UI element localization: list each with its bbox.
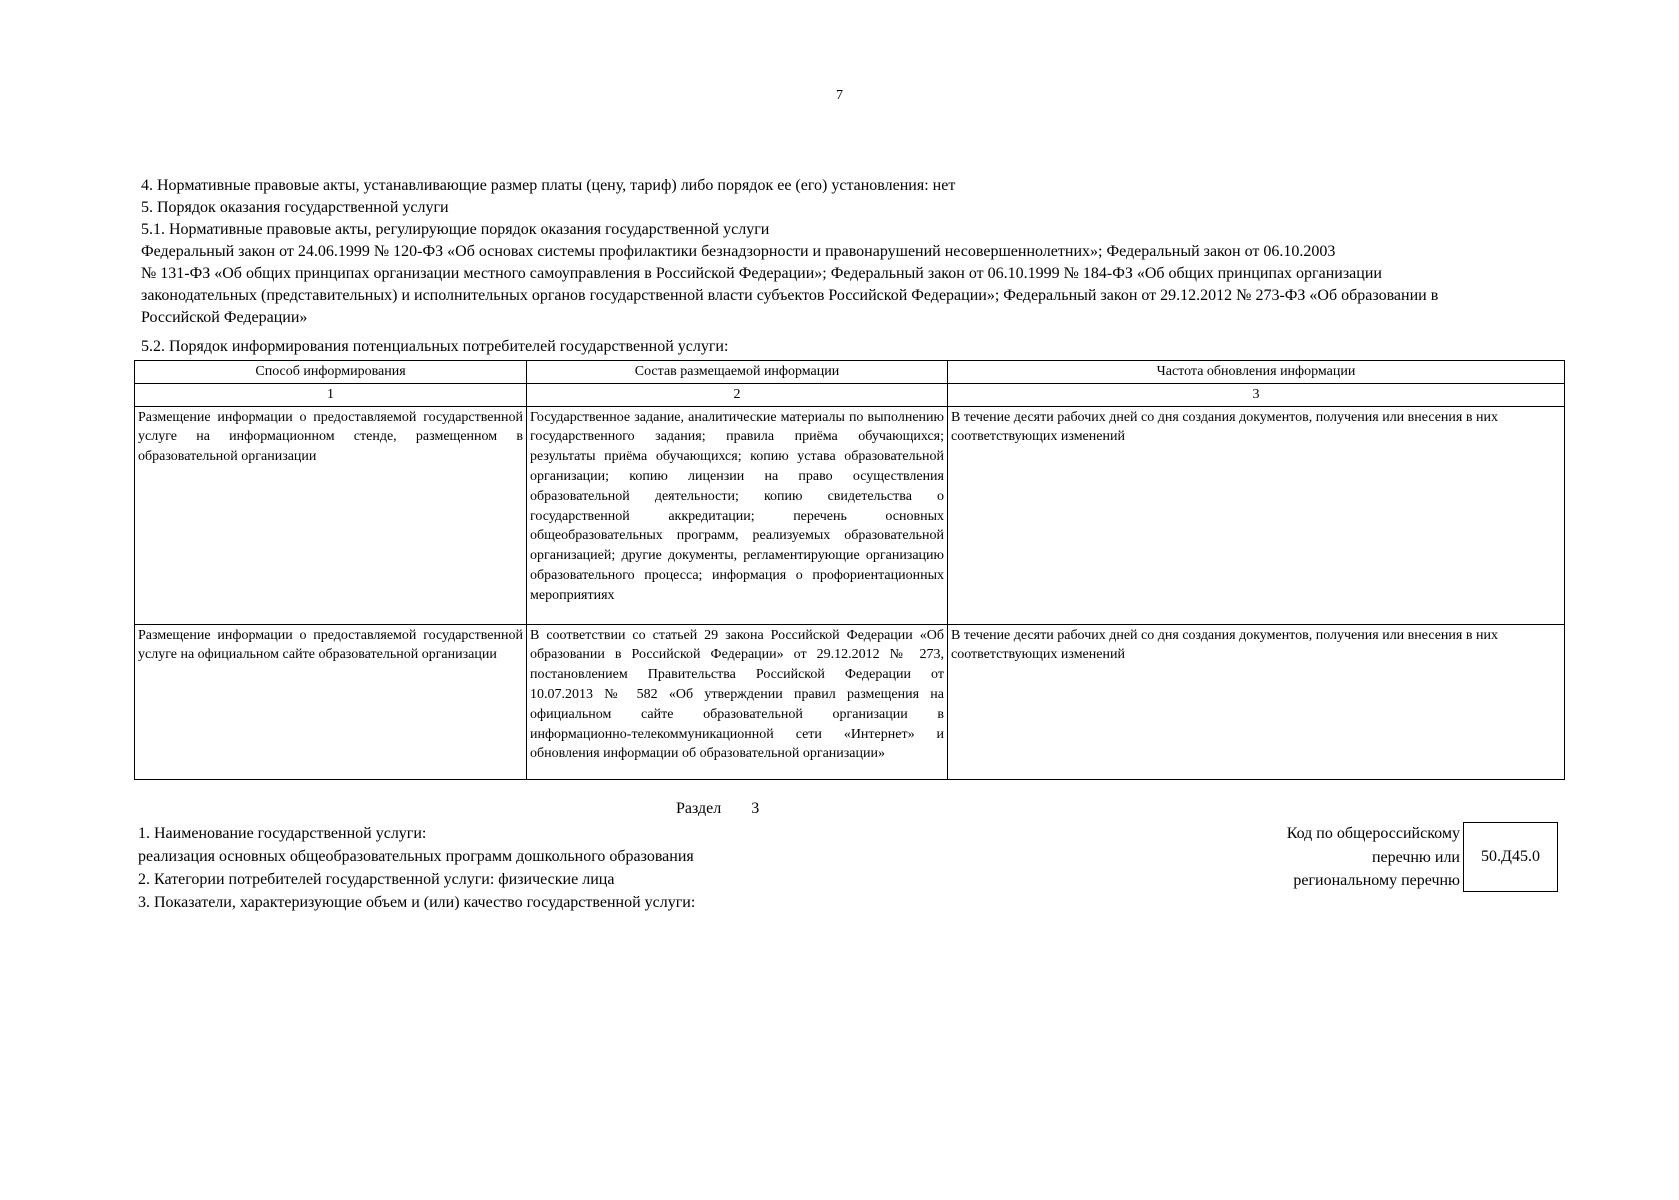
code-value-box: 50.Д45.0 — [1463, 822, 1558, 892]
table-row — [135, 624, 1565, 779]
column-number-2: 2 — [527, 383, 948, 406]
cell-method: Размещение информации о предоставляемой государственной услуге на официальном сайте образовательной организации — [135, 624, 527, 779]
laws-line-3: законодательных (представительных) и исполнительных органов государственной власти субъектов Российской Федерации»; Федеральный закон от 29.12.2012 № 273-ФЗ «Об образовании в — [141, 287, 1439, 304]
laws-line-1: Федеральный закон от 24.06.1999 № 120-ФЗ «Об основах системы профилактики безнадзорности и правонарушений несовершеннолетних»; Федеральный закон от 06.10.2003 — [141, 243, 1336, 260]
informing-table — [134, 360, 1565, 780]
section-number: 3 — [751, 800, 760, 817]
header-content: Состав размещаемой информации — [527, 361, 948, 384]
laws-line-4: Российской Федерации» — [141, 309, 308, 326]
indicators-label: 3. Показатели, характеризующие объем и (или) качество государственной услуги: — [138, 894, 696, 911]
service-name-value: реализация основных общеобразовательных программ дошкольного образования — [138, 848, 694, 865]
consumer-categories: 2. Категории потребителей государственной услуги: физические лица — [138, 871, 615, 888]
code-label-line-1: Код по общероссийскому — [1286, 825, 1460, 842]
column-number-3: 3 — [948, 383, 1565, 406]
code-label — [1180, 822, 1460, 893]
cell-content: В соответствии со статьей 29 закона Российской Федерации «Об образовании в Российской Федерации» от 29.12.2012 № 273, постановлением Правительства Российской Федерации от 10.07.2013 № 582 «Об утверждении правил размещения на официальном сайте образовательной организации в информационно-телекоммуникационной сети «Интернет» и обновления информации об образовательной организации» — [527, 624, 948, 779]
header-method: Способ информирования — [135, 361, 527, 384]
paragraph-4: 4. Нормативные правовые акты, устанавливающие размер платы (цену, тариф) либо порядок ее (его) установления: нет — [141, 177, 956, 194]
paragraph-5-2: 5.2. Порядок информирования потенциальных потребителей государственной услуги: — [141, 338, 729, 355]
table-number-row — [135, 383, 1565, 406]
table-header-row — [135, 361, 1565, 384]
column-number-1: 1 — [135, 383, 527, 406]
service-name-label: 1. Наименование государственной услуги: — [138, 825, 427, 842]
cell-frequency: В течение десяти рабочих дней со дня создания документов, получения или внесения в них соответствующих изменений — [948, 406, 1565, 624]
header-frequency: Частота обновления информации — [948, 361, 1565, 384]
section-heading — [676, 800, 759, 818]
cell-frequency: В течение десяти рабочих дней со дня создания документов, получения или внесения в них соответствующих изменений — [948, 624, 1565, 779]
laws-line-2: № 131-ФЗ «Об общих принципах организации местного самоуправления в Российской Федерации»; Федеральный закон от 06.10.1999 № 184-ФЗ «Об общих принципах организации — [141, 265, 1382, 282]
paragraph-5-1: 5.1. Нормативные правовые акты, регулирующие порядок оказания государственной услуги — [141, 221, 770, 238]
cell-content: Государственное задание, аналитические материалы по выполнению государственного задания; правила приёма обучающихся; результаты приёма обучающихся; копию устава образовательной организации; копию лицензии на право осуществления образовательной деятельности; копию свидетельства о государственной аккредитации; перечень основных общеобразовательных программ, реализуемых образовательной организацией; другие документы, регламентирующие организацию образовательного процесса; информация о профориентационных мероприятиях — [527, 406, 948, 624]
table-row — [135, 406, 1565, 624]
code-label-line-3: региональному перечню — [1293, 872, 1460, 889]
cell-method: Размещение информации о предоставляемой государственной услуге на информационном стенде, размещенном в образовательной организации — [135, 406, 527, 624]
page-number: 7 — [836, 88, 843, 103]
section-label: Раздел — [676, 800, 722, 817]
regulations-section — [141, 175, 1561, 329]
code-label-line-2: перечню или — [1371, 848, 1460, 866]
section-3-info — [138, 822, 695, 914]
paragraph-5: 5. Порядок оказания государственной услуги — [141, 199, 449, 216]
